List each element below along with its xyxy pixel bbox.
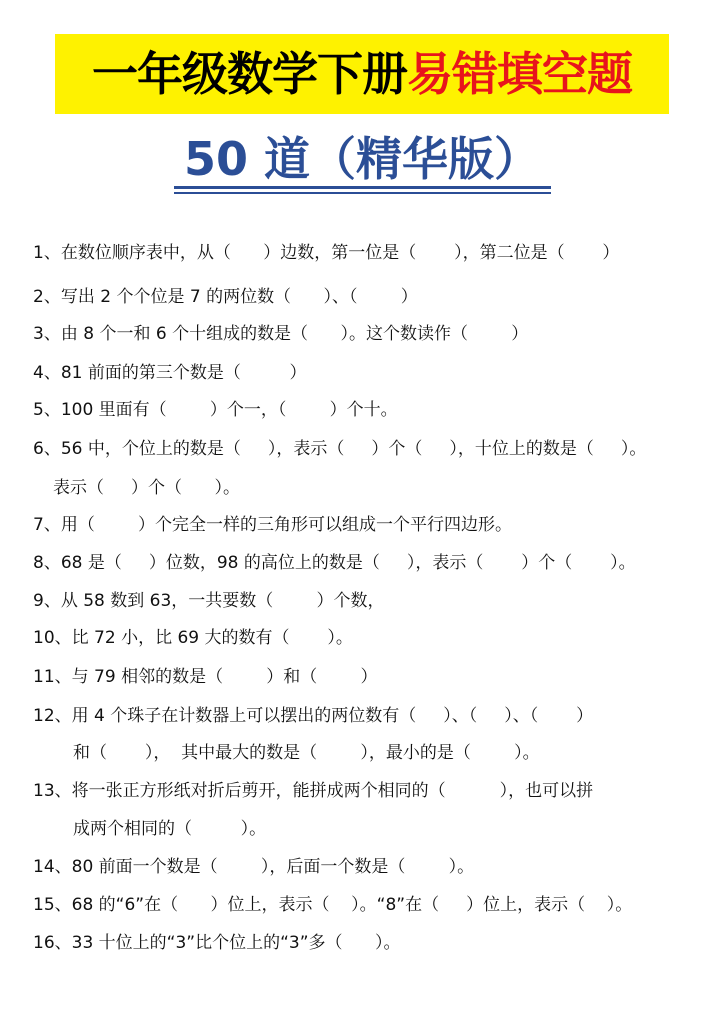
question-16: 16、33 十位上的“3”比个位上的“3”多（ ）。 [33, 933, 401, 953]
question-13-line-2: 成两个相同的（ ）。 [73, 819, 267, 839]
question-3: 3、由 8 个一和 6 个十组成的数是（ ）。这个数读作（ ） [33, 324, 529, 344]
question-7: 7、用（ ）个完全一样的三角形可以组成一个平行四边形。 [33, 515, 513, 535]
question-1: 1、在数位顺序表中，从（ ）边数，第一位是（ ），第二位是（ ） [33, 243, 620, 263]
title-black-text: 一年级数学下册 [92, 47, 407, 101]
question-11: 11、与 79 相邻的数是（ ）和（ ） [33, 667, 378, 687]
question-6: 6、56 中，个位上的数是（ ），表示（ ）个（ ），十位上的数是（ ）。 [33, 439, 647, 459]
question-8: 8、68 是（ ）位数，98 的高位上的数是（ ），表示（ ）个（ ）。 [33, 553, 636, 573]
question-12-line-2: 和（ ）， 其中最大的数是（ ），最小的是（ ）。 [73, 743, 540, 763]
question-15: 15、68 的“6”在（ ）位上，表示（ ）。“8”在（ ）位上，表示（ ）。 [33, 895, 633, 915]
question-10: 10、比 72 小，比 69 大的数有（ ）。 [33, 628, 353, 648]
question-6-line-2: 表示（ ）个（ ）。 [53, 478, 240, 498]
title-red-text: 易错填空题 [407, 47, 632, 101]
subtitle: 50 道（精华版） [183, 132, 541, 186]
question-5: 5、100 里面有（ ）个一，（ ）个十。 [33, 400, 398, 420]
question-13: 13、将一张正方形纸对折后剪开，能拼成两个相同的（ ），也可以拼 [33, 781, 594, 801]
question-9: 9、从 58 数到 63，一共要数（ ）个数， [33, 591, 385, 611]
question-2: 2、写出 2 个个位是 7 的两位数（ ）、（ ） [33, 287, 418, 307]
question-14: 14、80 前面一个数是（ ），后面一个数是（ ）。 [33, 857, 475, 877]
question-4: 4、81 前面的第三个数是（ ） [33, 363, 307, 383]
question-12: 12、用 4 个珠子在计数器上可以摆出的两位数有（ ）、（ ）、（ ） [33, 706, 594, 726]
